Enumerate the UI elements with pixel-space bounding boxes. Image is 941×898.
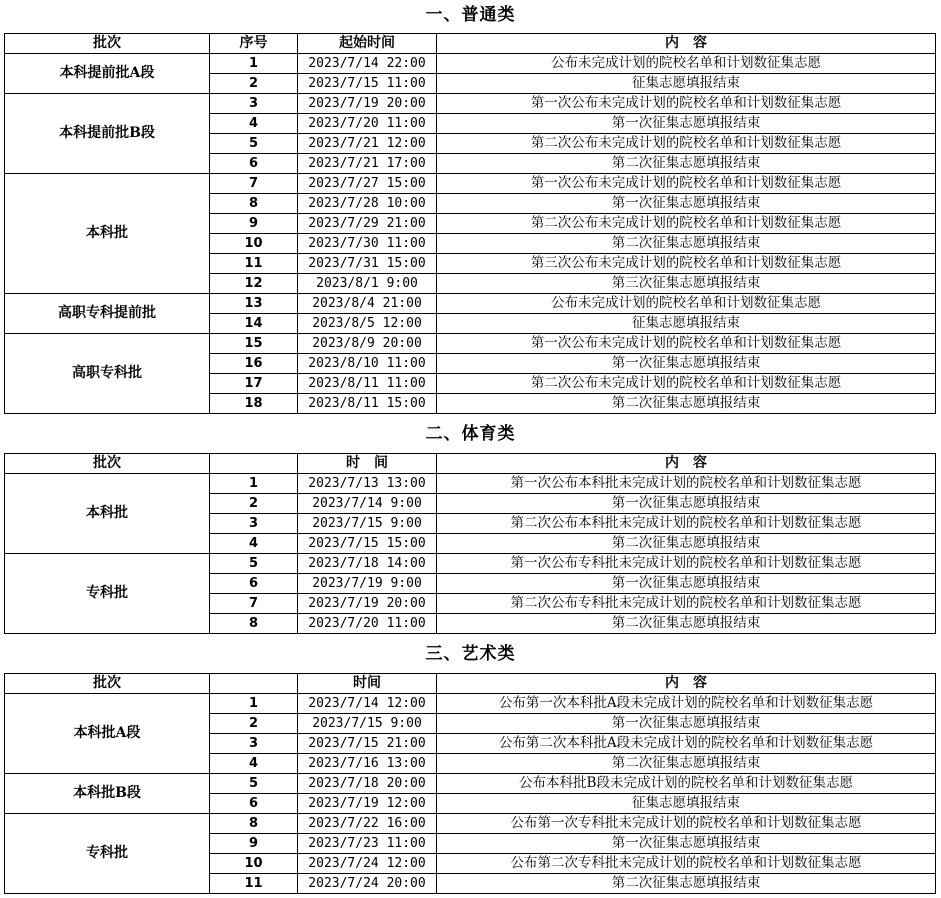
time-cell: 2023/7/19 20:00 <box>298 94 437 114</box>
time-cell: 2023/7/21 17:00 <box>298 154 437 174</box>
table-row <box>5 814 936 834</box>
content-cell: 公布第二次本科批A段未完成计划的院校名单和计划数征集志愿 <box>437 734 936 754</box>
time-cell: 2023/7/14 9:00 <box>298 494 437 514</box>
content-cell: 第二次公布未完成计划的院校名单和计划数征集志愿 <box>437 134 936 154</box>
table-row <box>5 94 936 114</box>
time-cell: 2023/8/5 12:00 <box>298 314 437 334</box>
schedule-table-general <box>4 33 936 414</box>
table-row <box>5 294 936 314</box>
seq-cell: 6 <box>210 154 298 174</box>
seq-cell: 1 <box>210 54 298 74</box>
table-row <box>5 54 936 74</box>
table-row <box>5 554 936 574</box>
seq-cell: 9 <box>210 214 298 234</box>
time-cell: 2023/8/11 15:00 <box>298 394 437 414</box>
table-row <box>5 694 936 714</box>
content-cell: 第一次征集志愿填报结束 <box>437 494 936 514</box>
section-title-general: 一、普通类 <box>425 5 516 25</box>
content-cell: 第二次公布未完成计划的院校名单和计划数征集志愿 <box>437 374 936 394</box>
time-cell: 2023/8/9 20:00 <box>298 334 437 354</box>
batch-cell: 专科批 <box>5 554 210 634</box>
table-row <box>5 334 936 354</box>
time-cell: 2023/7/14 12:00 <box>298 694 437 714</box>
content-cell: 第一次公布未完成计划的院校名单和计划数征集志愿 <box>437 94 936 114</box>
seq-cell: 11 <box>210 874 298 894</box>
seq-cell: 6 <box>210 574 298 594</box>
seq-cell: 8 <box>210 814 298 834</box>
time-cell: 2023/7/15 9:00 <box>298 714 437 734</box>
seq-cell: 4 <box>210 534 298 554</box>
content-cell: 第二次征集志愿填报结束 <box>437 754 936 774</box>
seq-cell: 7 <box>210 174 298 194</box>
table-header-row <box>5 34 936 54</box>
header-seq <box>210 454 298 474</box>
seq-cell: 5 <box>210 134 298 154</box>
content-cell: 公布第一次本科批A段未完成计划的院校名单和计划数征集志愿 <box>437 694 936 714</box>
batch-cell: 本科提前批A段 <box>5 54 210 94</box>
seq-cell: 8 <box>210 194 298 214</box>
batch-cell: 高职专科批 <box>5 334 210 414</box>
content-cell: 第一次公布专科批未完成计划的院校名单和计划数征集志愿 <box>437 554 936 574</box>
header-time: 起始时间 <box>298 34 437 54</box>
content-cell: 第二次征集志愿填报结束 <box>437 874 936 894</box>
seq-cell: 13 <box>210 294 298 314</box>
batch-cell: 本科批B段 <box>5 774 210 814</box>
seq-cell: 14 <box>210 314 298 334</box>
seq-cell: 17 <box>210 374 298 394</box>
time-cell: 2023/8/10 11:00 <box>298 354 437 374</box>
seq-cell: 12 <box>210 274 298 294</box>
time-cell: 2023/7/22 16:00 <box>298 814 437 834</box>
content-cell: 第一次公布本科批未完成计划的院校名单和计划数征集志愿 <box>437 474 936 494</box>
time-cell: 2023/7/18 14:00 <box>298 554 437 574</box>
seq-cell: 2 <box>210 74 298 94</box>
time-cell: 2023/8/4 21:00 <box>298 294 437 314</box>
header-time: 时 间 <box>298 454 437 474</box>
time-cell: 2023/8/1 9:00 <box>298 274 437 294</box>
batch-cell: 专科批 <box>5 814 210 894</box>
time-cell: 2023/7/24 12:00 <box>298 854 437 874</box>
seq-cell: 16 <box>210 354 298 374</box>
seq-cell: 1 <box>210 474 298 494</box>
batch-cell: 本科批 <box>5 474 210 554</box>
header-batch: 批次 <box>5 674 210 694</box>
content-cell: 第一次征集志愿填报结束 <box>437 834 936 854</box>
time-cell: 2023/7/29 21:00 <box>298 214 437 234</box>
seq-cell: 4 <box>210 754 298 774</box>
seq-cell: 5 <box>210 774 298 794</box>
batch-cell: 本科批A段 <box>5 694 210 774</box>
header-content: 内 容 <box>437 454 936 474</box>
content-cell: 第一次公布未完成计划的院校名单和计划数征集志愿 <box>437 334 936 354</box>
time-cell: 2023/7/16 13:00 <box>298 754 437 774</box>
section-title-art: 三、艺术类 <box>425 644 516 664</box>
content-cell: 公布未完成计划的院校名单和计划数征集志愿 <box>437 294 936 314</box>
time-cell: 2023/7/31 15:00 <box>298 254 437 274</box>
seq-cell: 7 <box>210 594 298 614</box>
time-cell: 2023/7/19 9:00 <box>298 574 437 594</box>
seq-cell: 4 <box>210 114 298 134</box>
header-batch: 批次 <box>5 454 210 474</box>
content-cell: 公布未完成计划的院校名单和计划数征集志愿 <box>437 54 936 74</box>
time-cell: 2023/7/20 11:00 <box>298 614 437 634</box>
time-cell: 2023/7/15 9:00 <box>298 514 437 534</box>
header-seq: 序号 <box>210 34 298 54</box>
batch-cell: 本科提前批B段 <box>5 94 210 174</box>
seq-cell: 2 <box>210 494 298 514</box>
time-cell: 2023/7/24 20:00 <box>298 874 437 894</box>
header-content: 内 容 <box>437 34 936 54</box>
content-cell: 第一次征集志愿填报结束 <box>437 714 936 734</box>
time-cell: 2023/7/21 12:00 <box>298 134 437 154</box>
seq-cell: 15 <box>210 334 298 354</box>
time-cell: 2023/7/19 20:00 <box>298 594 437 614</box>
time-cell: 2023/7/27 15:00 <box>298 174 437 194</box>
time-cell: 2023/7/30 11:00 <box>298 234 437 254</box>
time-cell: 2023/7/19 12:00 <box>298 794 437 814</box>
content-cell: 公布第一次专科批未完成计划的院校名单和计划数征集志愿 <box>437 814 936 834</box>
schedule-table-art <box>4 673 936 894</box>
seq-cell: 10 <box>210 234 298 254</box>
content-cell: 第二次公布本科批未完成计划的院校名单和计划数征集志愿 <box>437 514 936 534</box>
time-cell: 2023/7/15 15:00 <box>298 534 437 554</box>
time-cell: 2023/7/13 13:00 <box>298 474 437 494</box>
content-cell: 第一次公布未完成计划的院校名单和计划数征集志愿 <box>437 174 936 194</box>
content-cell: 第三次征集志愿填报结束 <box>437 274 936 294</box>
time-cell: 2023/8/11 11:00 <box>298 374 437 394</box>
header-content: 内 容 <box>437 674 936 694</box>
table-header-row <box>5 674 936 694</box>
content-cell: 征集志愿填报结束 <box>437 314 936 334</box>
content-cell: 第一次征集志愿填报结束 <box>437 114 936 134</box>
content-cell: 第二次征集志愿填报结束 <box>437 154 936 174</box>
time-cell: 2023/7/28 10:00 <box>298 194 437 214</box>
header-batch: 批次 <box>5 34 210 54</box>
seq-cell: 9 <box>210 834 298 854</box>
time-cell: 2023/7/23 11:00 <box>298 834 437 854</box>
time-cell: 2023/7/15 11:00 <box>298 74 437 94</box>
seq-cell: 6 <box>210 794 298 814</box>
content-cell: 第二次征集志愿填报结束 <box>437 394 936 414</box>
table-header-row <box>5 454 936 474</box>
seq-cell: 5 <box>210 554 298 574</box>
header-time: 时间 <box>298 674 437 694</box>
time-cell: 2023/7/14 22:00 <box>298 54 437 74</box>
batch-cell: 高职专科提前批 <box>5 294 210 334</box>
seq-cell: 10 <box>210 854 298 874</box>
table-row <box>5 474 936 494</box>
schedule-table-sports <box>4 453 936 634</box>
seq-cell: 18 <box>210 394 298 414</box>
seq-cell: 3 <box>210 734 298 754</box>
section-title-sports: 二、体育类 <box>425 424 516 444</box>
content-cell: 公布本科批B段未完成计划的院校名单和计划数征集志愿 <box>437 774 936 794</box>
seq-cell: 8 <box>210 614 298 634</box>
seq-cell: 2 <box>210 714 298 734</box>
content-cell: 公布第二次专科批未完成计划的院校名单和计划数征集志愿 <box>437 854 936 874</box>
content-cell: 第二次征集志愿填报结束 <box>437 234 936 254</box>
content-cell: 第一次征集志愿填报结束 <box>437 194 936 214</box>
content-cell: 征集志愿填报结束 <box>437 74 936 94</box>
content-cell: 第二次征集志愿填报结束 <box>437 614 936 634</box>
content-cell: 第二次公布未完成计划的院校名单和计划数征集志愿 <box>437 214 936 234</box>
content-cell: 第三次公布未完成计划的院校名单和计划数征集志愿 <box>437 254 936 274</box>
content-cell: 第二次公布专科批未完成计划的院校名单和计划数征集志愿 <box>437 594 936 614</box>
time-cell: 2023/7/15 21:00 <box>298 734 437 754</box>
seq-cell: 3 <box>210 94 298 114</box>
table-row <box>5 174 936 194</box>
seq-cell: 3 <box>210 514 298 534</box>
time-cell: 2023/7/20 11:00 <box>298 114 437 134</box>
batch-cell: 本科批 <box>5 174 210 294</box>
content-cell: 第一次征集志愿填报结束 <box>437 574 936 594</box>
content-cell: 第二次征集志愿填报结束 <box>437 534 936 554</box>
time-cell: 2023/7/18 20:00 <box>298 774 437 794</box>
seq-cell: 1 <box>210 694 298 714</box>
table-row <box>5 774 936 794</box>
seq-cell: 11 <box>210 254 298 274</box>
content-cell: 第一次征集志愿填报结束 <box>437 354 936 374</box>
header-seq <box>210 674 298 694</box>
content-cell: 征集志愿填报结束 <box>437 794 936 814</box>
